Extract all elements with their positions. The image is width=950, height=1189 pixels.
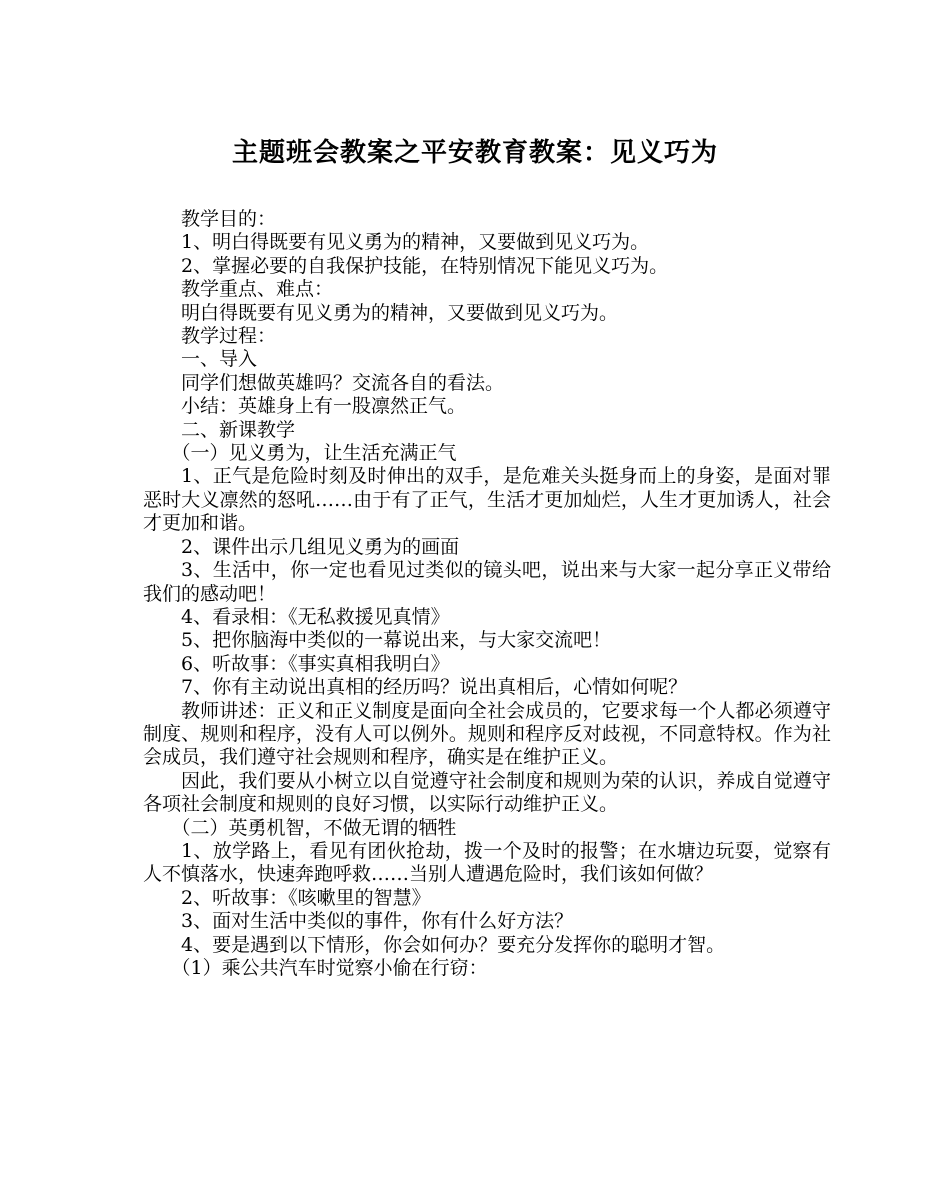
paragraph: 2、课件出示几组见义勇为的画面 bbox=[181, 535, 460, 558]
paragraph: 2、听故事：《咳嗽里的智慧》 bbox=[181, 886, 431, 909]
paragraph: 1、正气是危险时刻及时伸出的双手，是危难关头挺身而上的身姿，是面对罪恶时大义凛然的怒吼……由于有了正气，生活才更加灿烂，人生才更加诱人，社会才更加和谐。 bbox=[143, 465, 831, 535]
subsection-heading: （一）见义勇为，让生活充满正气 bbox=[171, 442, 457, 465]
paragraph: 3、生活中，你一定也看见过类似的镜头吧，说出来与大家一起分享正义带给我们的感动吧！ bbox=[143, 559, 831, 605]
paragraph: 2、掌握必要的自我保护技能，在特别情况下能见义巧为。 bbox=[181, 254, 669, 277]
paragraph: 1、放学路上，看见有团伙抢劫，拨一个及时的报警；在水塘边玩耍，觉察有人不慎落水，快速奔跑呼救……当别人遭遇危险时，我们该如何做？ bbox=[143, 839, 831, 886]
paragraph: 4、要是遇到以下情形，你会如何办？要充分发挥你的聪明才智。 bbox=[181, 933, 726, 956]
paragraph: 3、面对生活中类似的事件，你有什么好方法？ bbox=[181, 910, 574, 933]
paragraph: 明白得既要有见义勇为的精神，又要做到见义巧为。 bbox=[181, 301, 619, 324]
document-body bbox=[143, 208, 831, 980]
paragraph: 教师讲述：正义和正义制度是面向全社会成员的，它要求每一个人都必须遵守制度、规则和程序，没有人可以例外。规则和程序反对歧视，不同意特权。作为社会成员，我们遵守社会规则和程序，确实是在维护正义。 bbox=[143, 699, 831, 769]
paragraph: 7、你有主动说出真相的经历吗？说出真相后，心情如何呢？ bbox=[181, 676, 688, 699]
paragraph: 4、看录相：《无私救援见真情》 bbox=[181, 605, 450, 628]
paragraph: 教学过程： bbox=[181, 325, 277, 348]
paragraph: （1）乘公共汽车时觉察小偷在行窃： bbox=[171, 957, 488, 979]
paragraph: 同学们想做英雄吗？交流各自的看法。 bbox=[181, 371, 505, 394]
paragraph: 1、明白得既要有见义勇为的精神，又要做到见义巧为。 bbox=[181, 231, 650, 254]
subsection-heading: （二）英勇机智，不做无谓的牺牲 bbox=[171, 816, 457, 839]
paragraph: 5、把你脑海中类似的一幕说出来，与大家交流吧！ bbox=[181, 629, 612, 652]
paragraph: 小结：英雄身上有一股凛然正气。 bbox=[181, 395, 467, 418]
document-title: 主题班会教案之平安教育教案：见义巧为 bbox=[231, 138, 718, 168]
section-heading: 一、导入 bbox=[181, 348, 258, 371]
section-heading: 二、新课教学 bbox=[181, 418, 296, 441]
paragraph: 6、听故事：《事实真相我明白》 bbox=[181, 652, 450, 675]
paragraph: 教学重点、难点： bbox=[181, 278, 334, 301]
paragraph: 教学目的： bbox=[181, 208, 277, 230]
paragraph: 因此，我们要从小树立以自觉遵守社会制度和规则为荣的认识，养成自觉遵守各项社会制度和规则的良好习惯，以实际行动维护正义。 bbox=[143, 769, 831, 816]
